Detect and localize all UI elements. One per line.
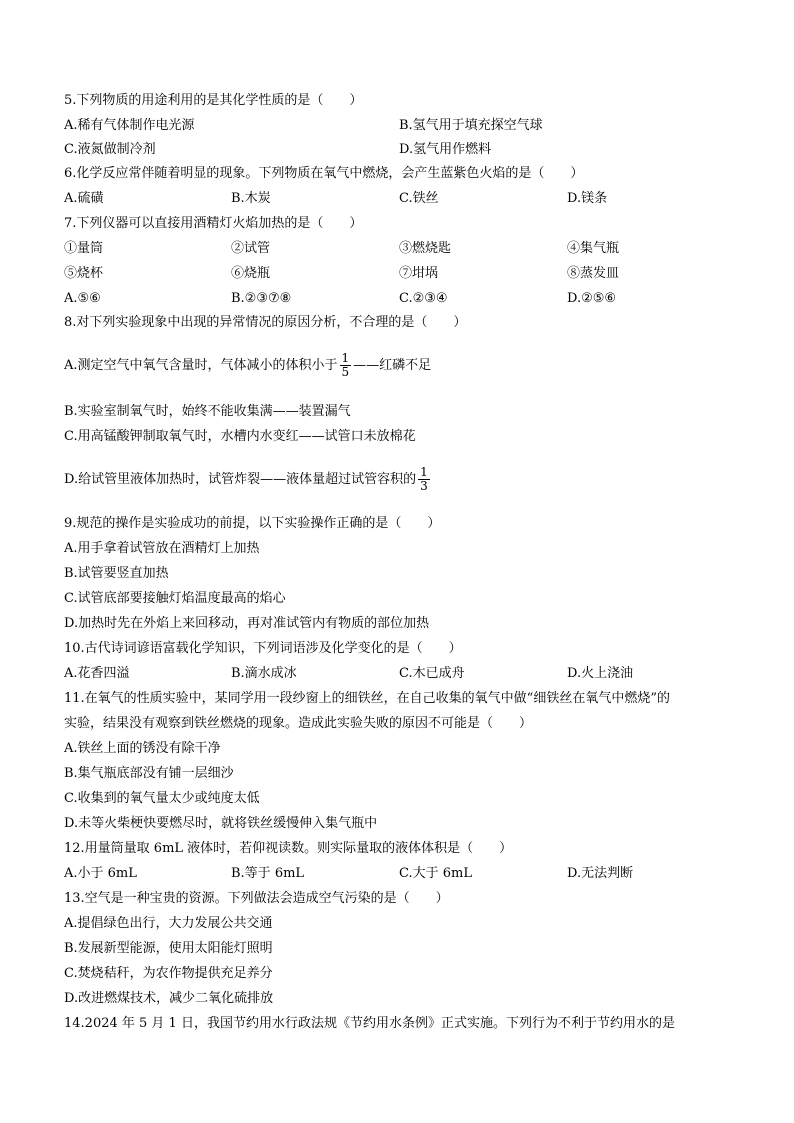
q13-option-c: C.焚烧秸秆，为农作物提供充足养分: [64, 966, 273, 981]
q8-option-d-text: D.给试管里液体加热时，试管炸裂——液体量超过试管容积的: [64, 472, 417, 487]
q6-stem: 6.化学反应常伴随着明显的现象。下列物质在氧气中燃烧，会产生蓝紫色火焰的是（ ）: [64, 166, 584, 181]
q10-option-a: A.花香四溢: [64, 666, 130, 681]
q11-option-b: B.集气瓶底部没有铺一层细沙: [64, 766, 234, 781]
q8-stem: 8.对下列实验现象中出现的异常情况的原因分析，不合理的是（ ）: [64, 315, 467, 330]
fraction-denominator: 3: [420, 479, 428, 493]
q9-option-a: A.用手拿着试管放在酒精灯上加热: [64, 541, 260, 556]
q9-option-d: D.加热时先在外焰上来回移动，再对准试管内有物质的部位加热: [64, 616, 430, 631]
q12-option-d: D.无法判断: [567, 866, 634, 881]
q6-option-a: A.硫磺: [64, 191, 104, 206]
q7-item-4: ④集气瓶: [567, 241, 620, 256]
q14-stem: 14.2024 年 5 月 1 日，我国节约用水行政法规《节约用水条例》正式实施。下列行为不利于节约用水的是: [64, 1016, 675, 1031]
q12-option-b: B.等于 6mL: [231, 866, 305, 881]
q11-stem-line2: 实验，结果没有观察到铁丝燃烧的现象。造成此实验失败的原因不可能是（ ）: [64, 716, 533, 731]
q8-option-a-fraction: [340, 352, 352, 379]
q6-option-c: C.铁丝: [399, 191, 439, 206]
fraction-denominator: 5: [341, 365, 350, 379]
q7-item-2: ②试管: [231, 241, 271, 256]
q6-option-d: D.镁条: [567, 191, 608, 206]
q11-option-c: C.收集到的氧气量太少或纯度太低: [64, 791, 260, 806]
q8-option-a-tail: ——红磷不足: [353, 358, 432, 373]
q11-option-d: D.未等火柴梗快要燃尽时，就将铁丝缓慢伸入集气瓶中: [64, 816, 378, 831]
q8-option-d: [64, 462, 432, 498]
q9-option-b: B.试管要竖直加热: [64, 566, 169, 581]
q7-option-a: A.⑤⑥: [64, 291, 101, 306]
q8-option-a: [64, 348, 431, 384]
q10-option-b: B.滴水成冰: [231, 666, 297, 681]
q5-option-a: A.稀有气体制作电光源: [64, 118, 195, 133]
q7-option-c: C.②③④: [399, 291, 448, 306]
q11-option-a: A.铁丝上面的锈没有除干净: [64, 741, 221, 756]
q8-option-d-fraction: [418, 466, 430, 493]
q13-option-b: B.发展新型能源，使用太阳能灯照明: [64, 941, 273, 956]
q5-option-c: C.液氮做制冷剂: [64, 142, 156, 157]
q7-option-d: D.②⑤⑥: [567, 291, 617, 306]
q5-option-d: D.氢气用作燃料: [399, 142, 492, 157]
q7-item-5: ⑤烧杯: [64, 266, 104, 281]
q5-option-b: B.氢气用于填充探空气球: [399, 118, 543, 133]
q5-stem: 5.下列物质的用途利用的是其化学性质的是（ ）: [64, 93, 363, 108]
q12-option-a: A.小于 6mL: [64, 866, 137, 881]
q12-stem: 12.用量筒量取 6mL 液体时，若仰视读数。则实际量取的液体体积是（ ）: [64, 841, 513, 856]
q11-stem-line1: 11.在氧气的性质实验中，某同学用一段纱窗上的细铁丝，在自己收集的氧气中做“细铁丝在氧气中燃烧”的: [64, 691, 670, 706]
q7-option-b: B.②③⑦⑧: [231, 291, 292, 306]
q9-option-c: C.试管底部要接触灯焰温度最高的焰心: [64, 591, 286, 606]
fraction-numerator: 1: [341, 351, 350, 365]
q7-item-6: ⑥烧瓶: [231, 266, 271, 281]
fraction-numerator: 1: [420, 465, 428, 479]
q7-item-7: ⑦坩埚: [399, 266, 439, 281]
q8-option-a-text: A.测定空气中氧气含量时，气体减小的体积小于: [64, 358, 338, 373]
q13-option-a: A.提倡绿色出行，大力发展公共交通: [64, 916, 273, 931]
q10-stem: 10.古代诗词谚语富载化学知识，下列词语涉及化学变化的是（ ）: [64, 641, 462, 656]
q13-option-d: D.改进燃煤技术，减少二氧化硫排放: [64, 991, 274, 1006]
q7-item-1: ①量筒: [64, 241, 104, 256]
q13-stem: 13.空气是一种宝贵的资源。下列做法会造成空气污染的是（ ）: [64, 891, 449, 906]
q10-option-d: D.火上浇油: [567, 666, 634, 681]
q12-option-c: C.大于 6mL: [399, 866, 472, 881]
q9-stem: 9.规范的操作是实验成功的前提，以下实验操作正确的是（ ）: [64, 516, 441, 531]
q8-option-c: C.用高锰酸钾制取氧气时，水槽内水变红——试管口未放棉花: [64, 429, 416, 444]
q10-option-c: C.木已成舟: [399, 666, 465, 681]
q7-item-8: ⑧蒸发皿: [567, 266, 620, 281]
q7-item-3: ③燃烧匙: [399, 241, 452, 256]
q6-option-b: B.木炭: [231, 191, 271, 206]
q8-option-b: B.实验室制氧气时，始终不能收集满——装置漏气: [64, 404, 351, 419]
q7-stem: 7.下列仪器可以直接用酒精灯火焰加热的是（ ）: [64, 216, 363, 231]
